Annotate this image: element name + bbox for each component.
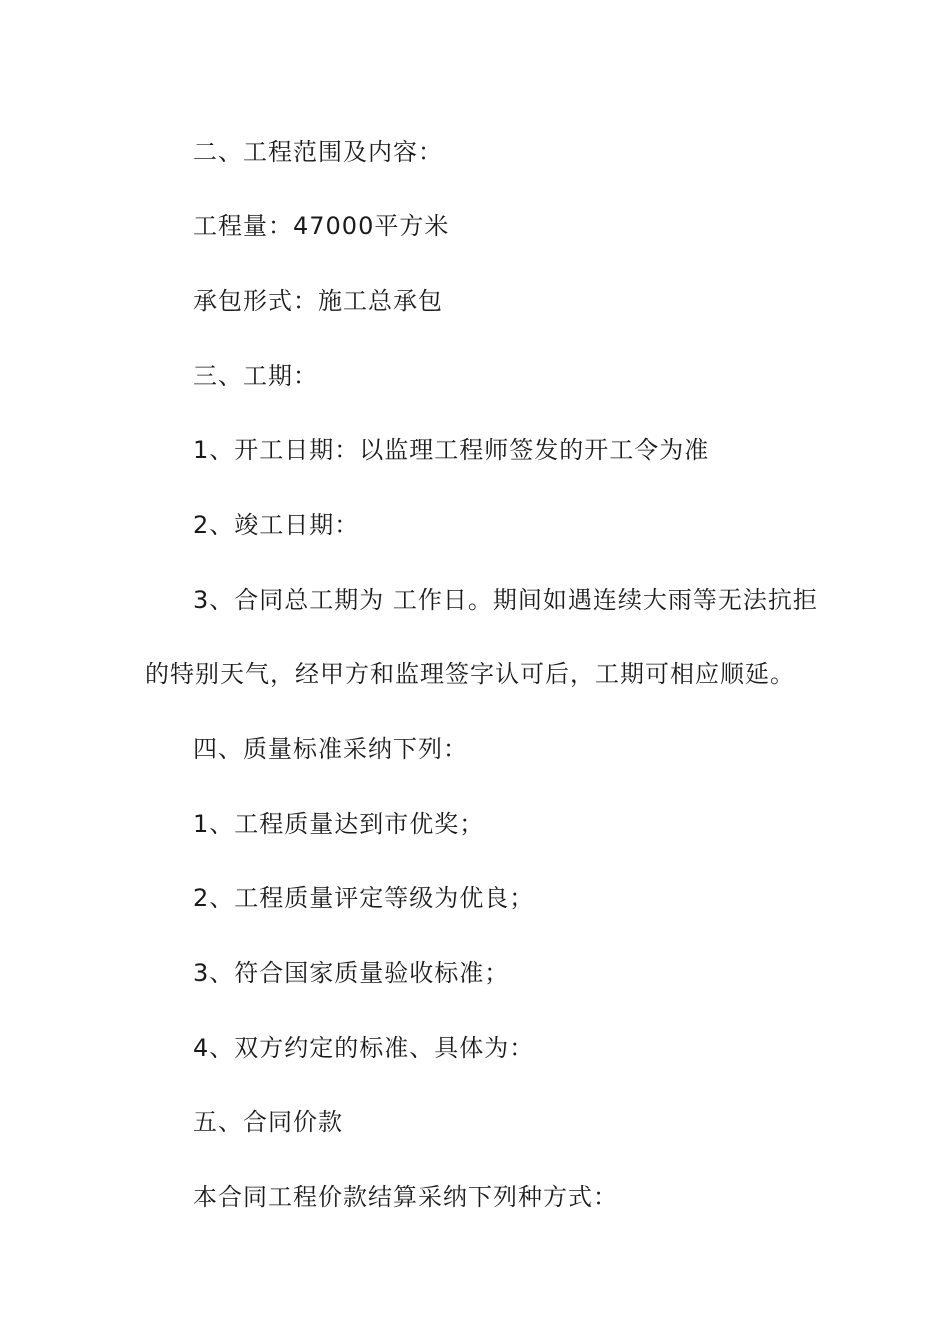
paragraph-quantity: 工程量：47000平方米 xyxy=(193,212,450,240)
section-heading-price: 五、合同价款 xyxy=(193,1108,343,1136)
paragraph-quality-1: 1、工程质量达到市优奖； xyxy=(193,810,485,838)
paragraph-quality-2: 2、工程质量评定等级为优良； xyxy=(193,884,535,912)
paragraph-quality-4: 4、双方约定的标准、具体为： xyxy=(193,1034,535,1062)
section-heading-quality: 四、质量标准采纳下列： xyxy=(193,735,468,763)
section-heading-schedule: 三、工期： xyxy=(193,362,318,390)
paragraph-start-date: 1、开工日期：以监理工程师签发的开工令为准 xyxy=(193,436,710,464)
paragraph-completion-date: 2、竣工日期： xyxy=(193,511,360,539)
paragraph-price-method: 本合同工程价款结算采纳下列种方式： xyxy=(193,1183,618,1211)
section-heading-scope: 二、工程范围及内容： xyxy=(193,138,443,166)
paragraph-total-duration: 3、合同总工期为 工作日。期间如遇连续大雨等无法抗拒 xyxy=(193,586,818,614)
paragraph-quality-3: 3、符合国家质量验收标准； xyxy=(193,959,510,987)
paragraph-contract-form: 承包形式：施工总承包 xyxy=(193,287,443,315)
paragraph-total-duration-cont: 的特别天气，经甲方和监理签字认可后，工期可相应顺延。 xyxy=(145,660,795,688)
